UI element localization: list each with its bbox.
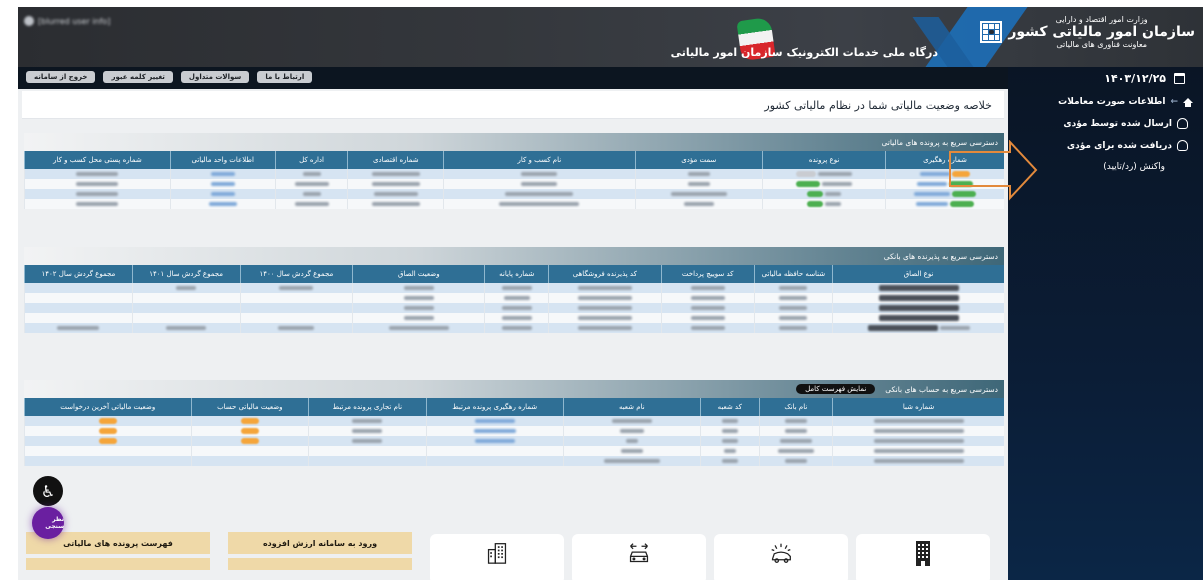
deputy-name: معاونت فناوری های مالیاتی xyxy=(1056,40,1147,49)
panel-heading: دسترسی سریع به پذیرنده های بانکی xyxy=(24,247,1004,265)
change-password-button[interactable]: تغییر کلمه عبور xyxy=(103,71,172,83)
quick-links xyxy=(26,532,412,570)
user-info-text: [blurred user info] xyxy=(38,16,111,26)
city-buildings-icon xyxy=(486,540,508,566)
table-row xyxy=(25,446,1005,456)
column-header[interactable]: نوع الصاق xyxy=(833,265,1004,283)
service-card[interactable] xyxy=(572,534,706,580)
column-header[interactable]: شماره پایانه xyxy=(485,265,549,283)
service-cards xyxy=(430,534,990,580)
sidebar-item-label: دریافت شده برای مؤدی xyxy=(1066,140,1172,151)
tax-files-panel xyxy=(24,133,1004,209)
tracking-link[interactable] xyxy=(426,416,563,426)
wheelchair-icon: ♿ xyxy=(40,481,56,501)
site-header xyxy=(18,7,1203,67)
table-row xyxy=(25,436,1005,446)
bank-acceptors-panel xyxy=(24,247,1004,333)
column-header[interactable]: سمت مؤدی xyxy=(635,151,763,169)
faq-button[interactable]: سوالات متداول xyxy=(181,71,249,83)
sidebar-item-label: اطلاعات صورت معاملات xyxy=(1058,97,1166,107)
bank-accounts-table xyxy=(24,398,1004,466)
column-header[interactable]: شناسه حافظه مالیاتی xyxy=(754,265,832,283)
column-header[interactable]: وضعیت مالیاتی حساب xyxy=(191,398,309,416)
table-row xyxy=(25,283,1005,293)
column-header[interactable]: نوع پرونده xyxy=(763,151,886,169)
user-receive-icon xyxy=(1177,140,1188,151)
show-full-list-button[interactable]: نمایش فهرست کامل xyxy=(796,384,875,394)
tracking-link[interactable] xyxy=(886,199,1004,209)
sidebar-item-label: ارسال شده توسط مؤدی xyxy=(1063,118,1172,129)
user-info[interactable] xyxy=(24,16,110,26)
table-row xyxy=(25,303,1005,313)
sidebar-item-sent-by-taxpayer[interactable] xyxy=(1058,118,1193,129)
service-card[interactable] xyxy=(856,534,990,580)
service-card[interactable] xyxy=(714,534,848,580)
column-header[interactable]: نام کسب و کار xyxy=(444,151,635,169)
screen-bottom-edge xyxy=(0,580,1203,588)
survey-button[interactable] xyxy=(32,507,64,539)
tracking-link[interactable] xyxy=(886,169,1004,179)
top-nav-bar xyxy=(18,67,1008,89)
column-header[interactable]: شماره شبا xyxy=(833,398,1004,416)
column-header[interactable]: اطلاعات واحد مالیاتی xyxy=(170,151,275,169)
column-header[interactable]: مجموع گردش سال ۱۴۰۱ xyxy=(132,265,240,283)
tax-files-list-button[interactable]: فهرست پرونده های مالیاتی xyxy=(26,532,210,554)
brand-logo[interactable] xyxy=(980,15,1195,49)
column-header[interactable]: شماره اقتصادی xyxy=(348,151,444,169)
table-row xyxy=(25,426,1005,436)
tracking-link[interactable] xyxy=(426,426,563,436)
table-row xyxy=(25,199,1005,209)
user-send-icon xyxy=(1177,118,1188,129)
org-name: سازمان امور مالیاتی کشور xyxy=(1008,24,1195,40)
table-row xyxy=(25,313,1005,323)
table-row xyxy=(25,456,1005,466)
car-transfer-icon xyxy=(628,540,650,566)
bank-acceptors-table xyxy=(24,265,1004,333)
column-header[interactable]: اداره کل xyxy=(275,151,348,169)
table-row xyxy=(25,323,1005,333)
current-date xyxy=(1104,72,1185,85)
quick-link-button[interactable] xyxy=(228,558,412,570)
page-title: خلاصه وضعیت مالیاتی شما در نظام مالیاتی کشور xyxy=(764,99,992,112)
tracking-link[interactable] xyxy=(426,436,563,446)
sidebar-item-label: واکنش (رد/تایید) xyxy=(1103,162,1165,172)
tax-unit-link[interactable] xyxy=(170,199,275,209)
service-card[interactable] xyxy=(430,534,564,580)
survey-label: نظر سنجی xyxy=(45,516,64,530)
table-row xyxy=(25,169,1005,179)
column-header[interactable]: کد پذیرنده فروشگاهی xyxy=(549,265,662,283)
quick-link-button[interactable] xyxy=(26,558,210,570)
sidebar-item-invoices[interactable] xyxy=(1058,97,1193,107)
vat-system-button[interactable]: ورود به سامانه ارزش افزوده xyxy=(228,532,412,554)
column-header[interactable]: نام تجاری پرونده مرتبط xyxy=(309,398,427,416)
column-header[interactable]: مجموع گردش سال ۱۴۰۲ xyxy=(25,265,133,283)
accessibility-button[interactable] xyxy=(33,476,63,506)
portal-title: درگاه ملی خدمات الکترونیک سازمان امور مالیاتی xyxy=(670,46,938,59)
table-row xyxy=(25,416,1005,426)
main-content xyxy=(18,89,1008,580)
column-header[interactable]: مجموع گردش سال ۱۴۰۰ xyxy=(240,265,353,283)
table-row xyxy=(25,179,1005,189)
panel-heading: دسترسی سریع به پرونده های مالیاتی xyxy=(24,133,1004,151)
office-building-icon xyxy=(912,540,934,566)
logout-button[interactable]: خروج از سامانه xyxy=(26,71,95,83)
calendar-icon xyxy=(1174,73,1185,84)
column-header[interactable]: کد سوییچ پرداخت xyxy=(661,265,754,283)
panel-heading xyxy=(24,380,1004,398)
car-alarm-icon xyxy=(770,540,792,566)
column-header[interactable]: کد شعبه xyxy=(700,398,759,416)
tax-unit-link[interactable] xyxy=(170,189,275,199)
tax-files-table xyxy=(24,151,1004,209)
column-header[interactable]: نام شعبه xyxy=(563,398,700,416)
tax-unit-link[interactable] xyxy=(170,169,275,179)
column-header[interactable]: شماره پستی محل کسب و کار xyxy=(25,151,171,169)
date-text: ۱۴۰۳/۱۲/۲۵ xyxy=(1104,72,1166,85)
column-header[interactable]: نام بانک xyxy=(759,398,832,416)
home-icon xyxy=(1183,98,1193,107)
panel-heading-text: دسترسی سریع به حساب های بانکی xyxy=(885,384,998,394)
sidebar xyxy=(1008,67,1203,580)
column-header[interactable]: شماره رهگیری پرونده مرتبط xyxy=(426,398,563,416)
page-title-bar xyxy=(22,91,1004,119)
sidebar-item-reaction[interactable] xyxy=(1058,162,1193,172)
user-avatar-icon xyxy=(24,16,34,26)
table-row xyxy=(25,189,1005,199)
arrow-left-icon: ← xyxy=(1170,97,1178,107)
org-emblem-icon xyxy=(980,21,1002,43)
ministry-name: وزارت امور اقتصاد و دارایی xyxy=(1055,15,1148,24)
contact-us-button[interactable]: ارتباط با ما xyxy=(257,71,312,83)
bank-accounts-panel xyxy=(24,380,1004,466)
tax-unit-link[interactable] xyxy=(170,179,275,189)
column-header[interactable]: وضعیت الصاق xyxy=(353,265,485,283)
table-row xyxy=(25,293,1005,303)
column-header[interactable]: شماره رهگیری xyxy=(886,151,1004,169)
tracking-link[interactable] xyxy=(886,189,1004,199)
sidebar-item-received-for-taxpayer[interactable] xyxy=(1058,140,1193,151)
column-header[interactable]: وضعیت مالیاتی آخرین درخواست xyxy=(25,398,192,416)
tracking-link[interactable] xyxy=(886,179,1004,189)
